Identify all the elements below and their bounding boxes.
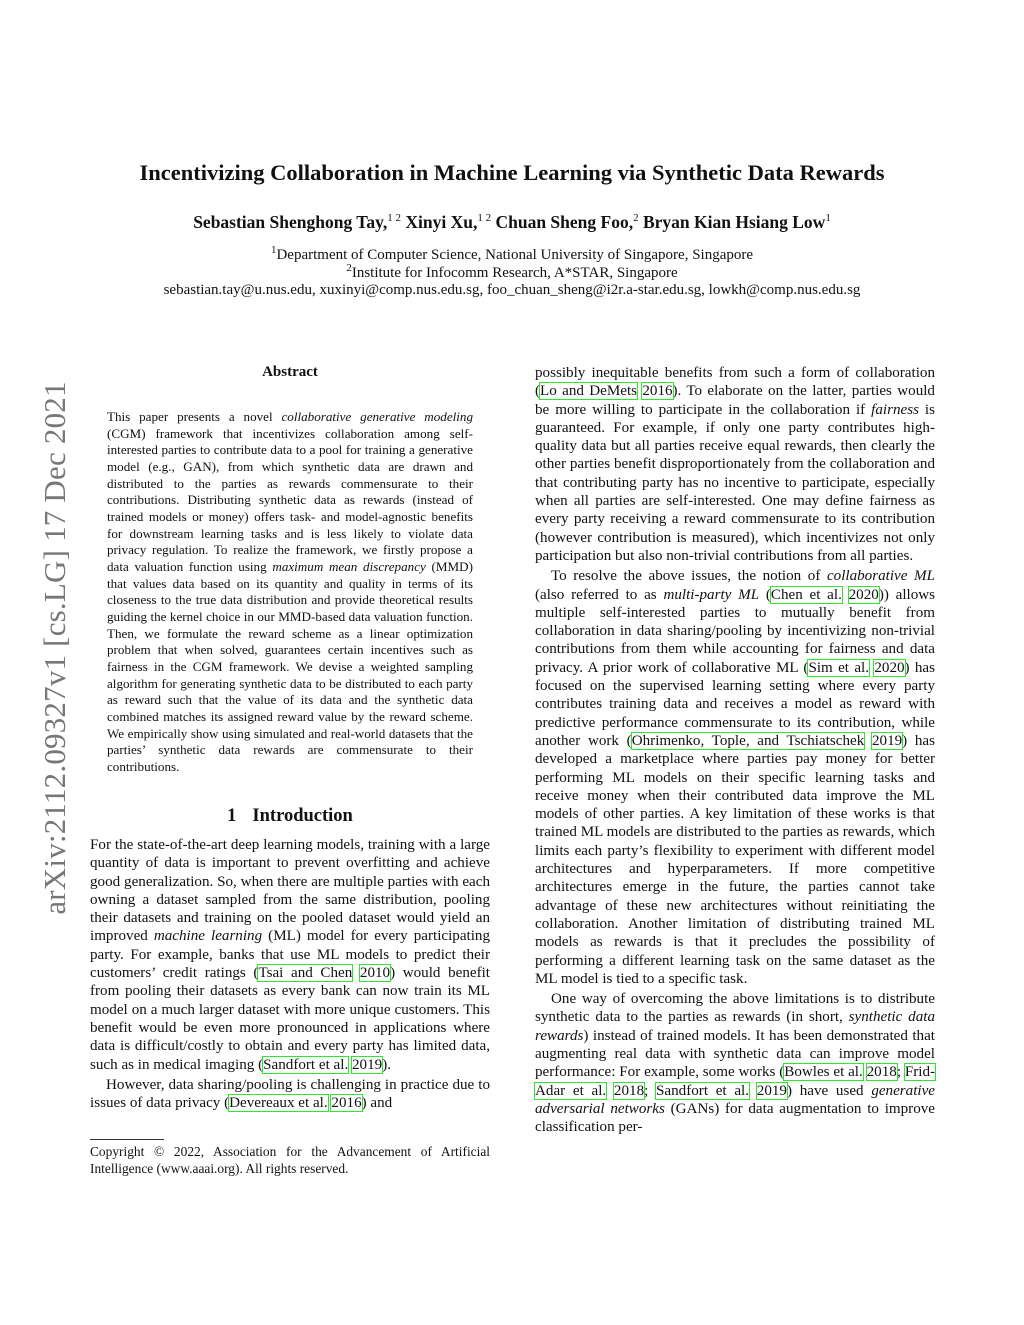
text-run: (MMD) that values data based on its quantity and quality in terms of its closeness to the true data distribution and provide theoretical results guiding the kernel choice in our MMD-based data valuation function. Then, we formulate the reward scheme as a linear optimization problem that when solved, guarantees certain incentives such as fairness in the CGM framework. We devise a weighted sampling algorithm for generating synthetic data to be distributed to each party as reward such that the value of its data and the synthetic data combined matches its assigned reward value by the reward scheme. We empirically show using simulated and real-world datasets that the parties’ synthetic data rewards are commensurate to their contributions. [107,559,473,774]
emphasized-text: collaborative generative modeling [281,409,473,425]
text-run: ). To elaborate on the latter, parties would be more willing to participate in the collaboration if [535,383,935,418]
text-run: (also referred to as [535,586,664,603]
citation-link-authors[interactable]: Chen et al. [770,586,842,603]
footnote-divider [90,1139,164,1140]
text-run: is guaranteed. For example, if only one party contributes high-quality data but all parties receive equal rewards, then clearly the other parties benefit disproportionately from the collaboration and that contributing party has no incentive to participate, especially when all parties are self-interested. One may define fairness as every party receiving a reward commensurate to its contribution (however contribution is measured), which incentivizes not only participation but also non-trivial contributions from all parties. [535,401,935,564]
paragraph [535,364,935,565]
affiliation-mark: 2 [346,262,352,274]
text-run: ) instead of trained models. It has been demonstrated that augmenting real data with synthetic data can improve model performance: For example, some works ( [535,1027,935,1081]
abstract-body [107,396,473,789]
citation-link-authors[interactable]: Ohrimenko, Tople, and Tschiatschek [631,732,865,749]
text-run: ) has developed a marketplace where parties pay money for better performing ML models on their specific learning tasks and receive money when their contributed data improve the ML models of other parties. A key limitation of these works is that trained ML models are distributed to the parties as rewards, which limits each party’s flexibility to experiment with different model architectures and hyperparameters. If more competitive architectures emerge in the future, the parties cannot take advantage of these new architectures without reinitiating the collaboration. Another limitation of distributing trained ML models as rewards is that it precludes the possibility of performing a different learning task on the same dataset as the ML model is tied to a specific task. [535,732,936,987]
citation-link-authors[interactable]: Sandfort et al. [656,1082,750,1099]
text-run: (GANs) for data augmentation to improve classification per- [535,1100,935,1136]
author-affiliation-mark: 2 [633,212,639,225]
arxiv-identifier-stamp: arXiv:2112.09327v1 [cs.LG] 17 Dec 2021 [37,381,72,915]
copyright-footnote: Copyright © 2022, Association for the Advancement of Artificial Intelligence (www.aaai.org). All rights reserved. [90,1144,490,1176]
text-run: For the state-of-the-art deep learning models, training with a large quantity of data is important to prevent overfitting and achieve good generalization. So, when there are multiple parties with each owning a dataset sampled from the same distribution, pooling their datasets and training on the pooled dataset would yield an improved [90,837,490,945]
author [193,212,401,232]
author-affiliation-mark: 1 2 [387,212,401,225]
emphasized-text: synthetic data rewards [535,1009,935,1044]
citation-link-year[interactable]: 2018 [866,1064,897,1081]
text-run: This paper presents a novel [107,409,282,425]
paragraph [535,990,935,1136]
paragraph [535,567,935,988]
emphasized-text: maximum mean discrepancy [272,559,426,574]
citation-link-year[interactable]: 2016 [642,383,673,400]
text-run: However, data sharing/pooling is challenging in practice due to issues of data privacy ( [90,1076,490,1112]
paragraph [90,836,490,1074]
citation-link-year[interactable]: 2018 [613,1082,645,1099]
right-column-text [535,364,935,1136]
text-run: (CGM) framework that incentivizes collaboration among self-interested parties to contribute data to a pool for training a generative model (e.g., GAN), from which synthetic data are drawn and distributed to the parties as rewards commensurate to their contributions. Distributing synthetic data as rewards (instead of trained models or money) offers task- and model-agnostic benefits for downstream learning tasks and is less likely to violate data privacy regulation. To realize the framework, we firstly propose a data valuation function using [107,425,473,574]
text-run: To resolve the above issues, the notion of [551,568,827,585]
text-run: (ML) model for every participating party. For example, banks that use ML models to predict their customers’ credit ratings ( [90,928,491,982]
author-name: Bryan Kian Hsiang Low [642,212,826,232]
text-run: ( [759,586,771,603]
citation-link-year[interactable]: 2020 [848,586,879,603]
text-run: One way of overcoming the above limitations is to distribute synthetic data to the parties as rewards (in short, [535,991,935,1026]
affiliation [0,262,1024,282]
text-run: ) would benefit from pooling their datasets as every bank can now train its ML model on a much larger dataset with more unique customers. This benefit would be even more pronounced in applications where data is difficult/costly to obtain and every party has limited data, such as in medical imaging ( [90,965,490,1073]
affiliation-mark: 1 [270,244,277,256]
citation-link-authors[interactable]: Sandfort et al. [263,1056,349,1073]
emphasized-text: machine learning [153,928,263,945]
author [405,212,491,232]
citation-link-year[interactable]: 2019 [352,1056,383,1073]
citation-link-year[interactable]: 2019 [871,732,903,749]
author-name: Sebastian Shenghong Tay, [193,212,388,232]
citation-link-authors[interactable]: Devereaux et al. [229,1095,328,1112]
paragraph [107,409,473,775]
citation-link-authors[interactable]: Frid-Adar et al. [535,1064,936,1099]
abstract-heading: Abstract [262,364,318,380]
citation-link-authors[interactable]: Bowles et al. [784,1064,863,1081]
citation-link-authors[interactable]: Tsai and Chen [258,965,353,982]
author [643,212,831,232]
citation-link-year[interactable]: 2016 [331,1095,362,1112]
text-run: ). [382,1056,391,1073]
paragraph [90,1076,490,1113]
author-name: Xinyi Xu, [405,212,478,232]
text-run: ) and [361,1095,393,1112]
section-heading [90,806,490,827]
text-run: possibly inequitable benefits from such a form of collaboration ( [535,365,935,400]
section-title: Introduction [252,806,353,826]
affiliation-text: Department of Computer Science, National University of Singapore, Singapore [276,247,754,263]
author-list [0,212,1024,233]
citation-link-year[interactable]: 2019 [756,1082,787,1099]
affiliation [0,244,1024,264]
author-affiliation-mark: 1 [825,212,831,225]
citation-link-authors[interactable]: Lo and DeMets [540,383,638,400]
citation-link-year[interactable]: 2020 [874,659,905,676]
section-number: 1 [227,806,237,826]
citation-link-year[interactable]: 2010 [359,965,391,982]
left-column-text [90,836,490,1112]
text-run: ) has focused on the supervised learning setting where every party contributes training data and receives a model as reward with predictive performance commensurate to its contribution, while another work ( [535,659,936,749]
paper-title: Incentivizing Collaboration in Machine Learning via Synthetic Data Rewards [139,160,885,185]
emphasized-text: multi-party ML [663,586,760,603]
text-run: ; [644,1082,657,1099]
emphasized-text: fairness [871,401,919,418]
author-name: Chuan Sheng Foo, [495,212,634,232]
emphasized-text: collaborative ML [826,568,935,585]
text-run: ; [896,1064,905,1081]
text-run: )) allows multiple self-interested parties to mutually benefit from collaboration in data sharing/pooling by incentivizing non-trivial contributions from them while accounting for fairness and data privacy. A prior work of collaborative ML ( [535,586,936,676]
text-run: ) have used [786,1082,872,1099]
author-affiliation-mark: 1 2 [477,212,492,225]
author-emails: sebastian.tay@u.nus.edu, xuxinyi@comp.nus.edu.sg, foo_chuan_sheng@i2r.a-star.edu.sg, lowkh@comp.nus.edu.sg [163,282,861,298]
affiliation-text: Institute for Infocomm Research, A*STAR, Singapore [351,265,678,281]
emphasized-text: generative adversarial networks [535,1082,936,1117]
citation-link-authors[interactable]: Sim et al. [808,659,869,676]
author [495,212,638,232]
